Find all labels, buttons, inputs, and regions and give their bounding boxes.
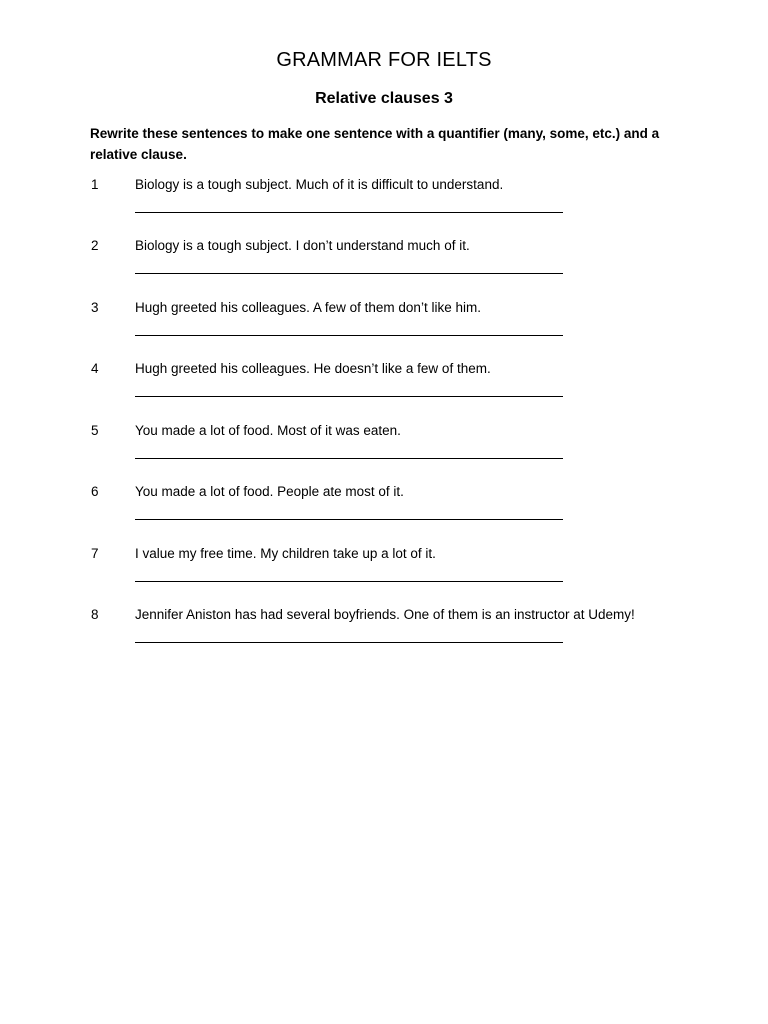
answer-line[interactable]	[135, 581, 563, 582]
exercise-item-3	[0, 300, 768, 360]
exercise-item-4	[0, 361, 768, 421]
exercise-item-6	[0, 484, 768, 544]
exercise-sentence: You made a lot of food. People ate most of it.	[135, 484, 404, 499]
worksheet-title: GRAMMAR FOR IELTS	[276, 49, 492, 71]
answer-line[interactable]	[135, 273, 563, 274]
worksheet-subtitle: Relative clauses 3	[315, 90, 453, 107]
exercise-sentence: Biology is a tough subject. Much of it is difficult to understand.	[135, 177, 504, 192]
exercise-number: 3	[91, 300, 99, 315]
exercise-number: 8	[91, 607, 99, 622]
exercise-number: 2	[91, 238, 99, 253]
exercise-number: 6	[91, 484, 99, 499]
exercise-number: 7	[91, 546, 99, 561]
exercise-sentence: I value my free time. My children take up a lot of it.	[135, 546, 436, 561]
answer-line[interactable]	[135, 335, 563, 336]
answer-line[interactable]	[135, 519, 563, 520]
exercise-number: 4	[91, 361, 99, 376]
exercise-sentence: You made a lot of food. Most of it was eaten.	[135, 423, 401, 438]
exercise-sentence: Biology is a tough subject. I don’t understand much of it.	[135, 238, 470, 253]
answer-line[interactable]	[135, 212, 563, 213]
exercise-item-8	[0, 607, 768, 667]
exercise-number: 5	[91, 423, 99, 438]
exercise-sentence: Hugh greeted his colleagues. A few of them don’t like him.	[135, 300, 481, 315]
exercise-item-1	[0, 177, 768, 237]
exercise-item-5	[0, 423, 768, 483]
answer-line[interactable]	[135, 458, 563, 459]
exercise-sentence: Hugh greeted his colleagues. He doesn’t like a few of them.	[135, 361, 491, 376]
exercise-sentence: Jennifer Aniston has had several boyfriends. One of them is an instructor at Udemy!	[135, 607, 635, 622]
exercise-item-7	[0, 546, 768, 606]
answer-line[interactable]	[135, 396, 563, 397]
answer-line[interactable]	[135, 642, 563, 643]
exercise-number: 1	[91, 177, 99, 192]
exercise-item-2	[0, 238, 768, 298]
instructions: Rewrite these sentences to make one sentence with a quantifier (many, some, etc.) and a relative clause.	[90, 126, 660, 162]
